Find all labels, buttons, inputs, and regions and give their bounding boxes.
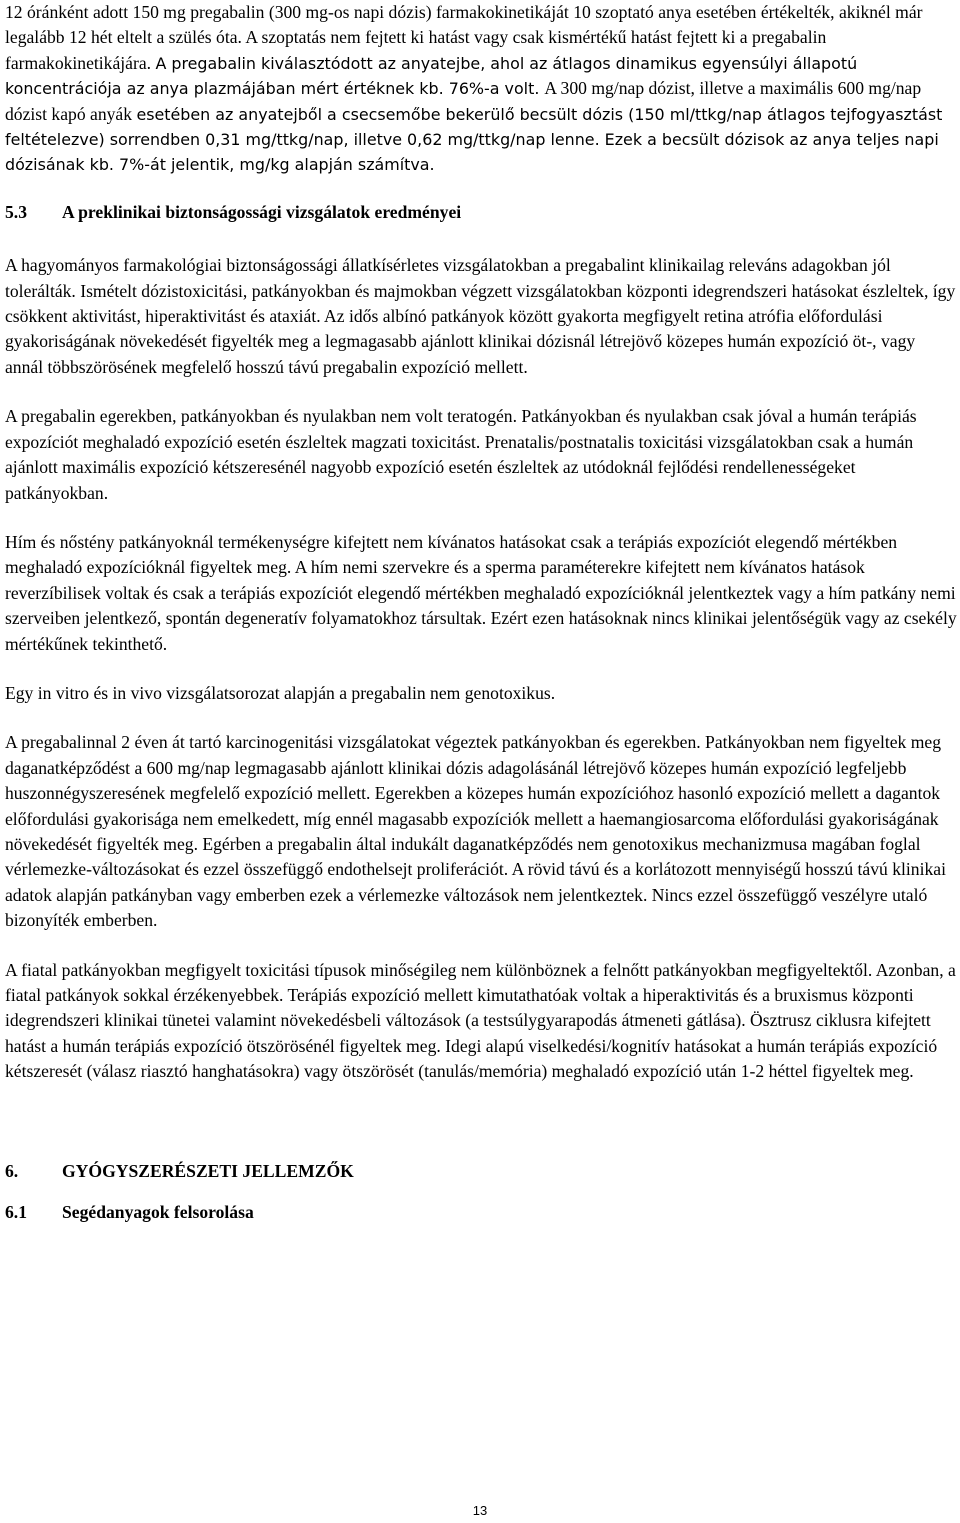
section-number: 6.1	[5, 1202, 27, 1223]
paragraph-juvenile-toxicity: A fiatal patkányokban megfigyelt toxicitási típusok minőségileg nem különböznek a felnőtt patkányokban megfigyeltektől. Azonban, a fiatal patkányok sokkal érzékenyebbek. Terápiás expozíció mellett kimutathatóak voltak a hiperaktivitás és a bruxismus központi idegrendszeri klinikai tünetei valamint növekedésbeli változások (a testsúlygyarapodás átmeneti gátlása). Ösztrusz ciklusra kifejtett hatást a humán terápiás expozíció ötszörösénél figyeltek meg. Idegi alapú viselkedési/kognitív hatásokat a humán terápiás expozíció kétszeresét (válasz riasztó hanghatásokra) vagy ötszörösét (tanulás/memória) meghaladó expozíció után 1-2 héttel figyeltek meg.	[5, 959, 956, 1082]
section-title: Segédanyagok felsorolása	[62, 1202, 254, 1223]
chapter-heading-6	[5, 1159, 957, 1184]
text-run: A 300 mg/nap dózist, illetve a maximális 600 mg/nap dózist kapó anyák	[5, 78, 922, 124]
paragraph-fertility: Hím és nőstény patkányoknál termékenységre kifejtett nem kívánatos hatásokat csak a terápiás expozíciót elegendő mértékben meghaladó expozícióknál figyeltek meg. A hím nemi szervekre és a sperma paraméterekre kifejtett nem kívánatos hatások reverzíbilisek voltak és csak a terápiás expozíciót elegendő mértékben meghaladó expozícióknál jelentkeztek vagy a hím patkány nemi szerveiben jelentkező, spontán degeneratív folyamatokhoz társultak. Ezért ezen hatásoknak nincs klinikai jelentőségük vagy az csekély mértékűnek tekinthető.	[5, 531, 957, 654]
section-number: 5.3	[5, 201, 27, 222]
text-run: A pregabalin kiválasztódott az anyatejbe, ahol az átlagos dinamikus egyensúlyi állapotú koncentrációja az anya plazmájában mért értéknek kb. 76%-a volt.	[5, 53, 858, 99]
paragraph-safety-pharmacology: A hagyományos farmakológiai biztonságossági állatkísérletes vizsgálatokban a pregabalint klinikailag releváns adagokban jól tolerálták. Ismételt dózistoxicitási, patkányokban és majmokban végzett vizsgálatokban központi idegrendszeri hatásokat észleltek, így csökkent aktivitást, hiperaktivitást és ataxiát. Az idős albínó patkányok között gyakorta megfigyelt retina atrófia előfordulási gyakoriságának növekedését figyelték meg a legmagasabb ajánlott klinikai dózisnál létrejövő közepes humán expozíció öt-, vagy annál többszörösének megfelelő hosszú távú pregabalin expozíció mellett.	[5, 255, 956, 377]
paragraph-teratogenicity: A pregabalin egerekben, patkányokban és nyulakban nem volt teratogén. Patkányokban és nyulakban csak jóval a humán terápiás expozíciót meghaladó expozíció esetén észleltek magzati toxicitást. Prenatalis/postnatalis toxicitási vizsgálatokban csak a humán ajánlott maximális expozíció kétszeresénél nagyobb expozíció esetén észleltek az utódoknál fejlődési rendellenességeket patkányokban.	[5, 406, 917, 503]
page-number: 13	[472, 1503, 488, 1518]
document-page	[5, 0, 957, 1225]
text-run: esetében az anyatejből a csecsemőbe bekerülő becsült dózis (150 ml/ttkg/nap átlagos tejfogyasztást feltételezve) sorrendben 0,31 mg/ttkg/nap, illetve 0,62 mg/ttkg/nap lenne. Ezek a becsült dózisok az anya teljes napi dózisának kb. 7%-át jelentik, mg/kg alapján számítva.	[5, 104, 943, 175]
paragraph-genotoxicity: Egy in vitro és in vivo vizsgálatsorozat alapján a pregabalin nem genotoxikus.	[5, 682, 556, 703]
section-heading-6-1	[5, 1200, 957, 1225]
section-heading-5-3	[5, 200, 957, 225]
section-title: A preklinikai biztonságossági vizsgálatok eredményei	[62, 201, 462, 222]
text-run: 12 óránként adott 150 mg pregabalin (300 mg-os napi dózis) farmakokinetikáját 10 szoptató anya esetében értékelték, akiknél már legalább 12 hét eltelt a szülés óta. A szoptatás nem fejtett ki hatást vagy csak kismértékű hatást fejtett ki a pregabalin farmakokinetikájára.	[5, 2, 923, 73]
chapter-number: 6.	[5, 1160, 19, 1181]
paragraph-breastfeeding	[5, 0, 957, 178]
chapter-title: GYÓGYSZERÉSZETI JELLEMZŐK	[62, 1160, 354, 1181]
paragraph-carcinogenicity: A pregabalinnal 2 éven át tartó karcinogenitási vizsgálatokat végeztek patkányokban és egerekben. Patkányokban nem figyeltek meg daganatképződést a 600 mg/nap legmagasabb ajánlott klinikai dózis adagolásánál létrejövő közepes humán expozíció legfeljebb huszonnégyszeresének megfelelő expozíció mellett. Egerekben a közepes humán expozícióhoz hasonló expozíció mellett a dagantok előfordulási gyakorisága nem emelkedett, míg ennél magasabb expozíciók mellett a haemangiosarcoma előfordulási gyakoriságának növekedését figyelték meg. Egérben a pregabalin által indukált daganatképződés nem genotoxikus mechanizmusa magában foglal vérlemezke-változásokat és ezzel összefüggő endothelsejt proliferációt. A rövid távú és a korlátozott mennyiségű hosszú távú klinikai adatok alapján patkányban vagy emberben ezek a vérlemezke változások nem jelentkeztek. Nincs ezzel összefüggő veszélyre utaló bizonyíték emberben.	[5, 732, 946, 931]
